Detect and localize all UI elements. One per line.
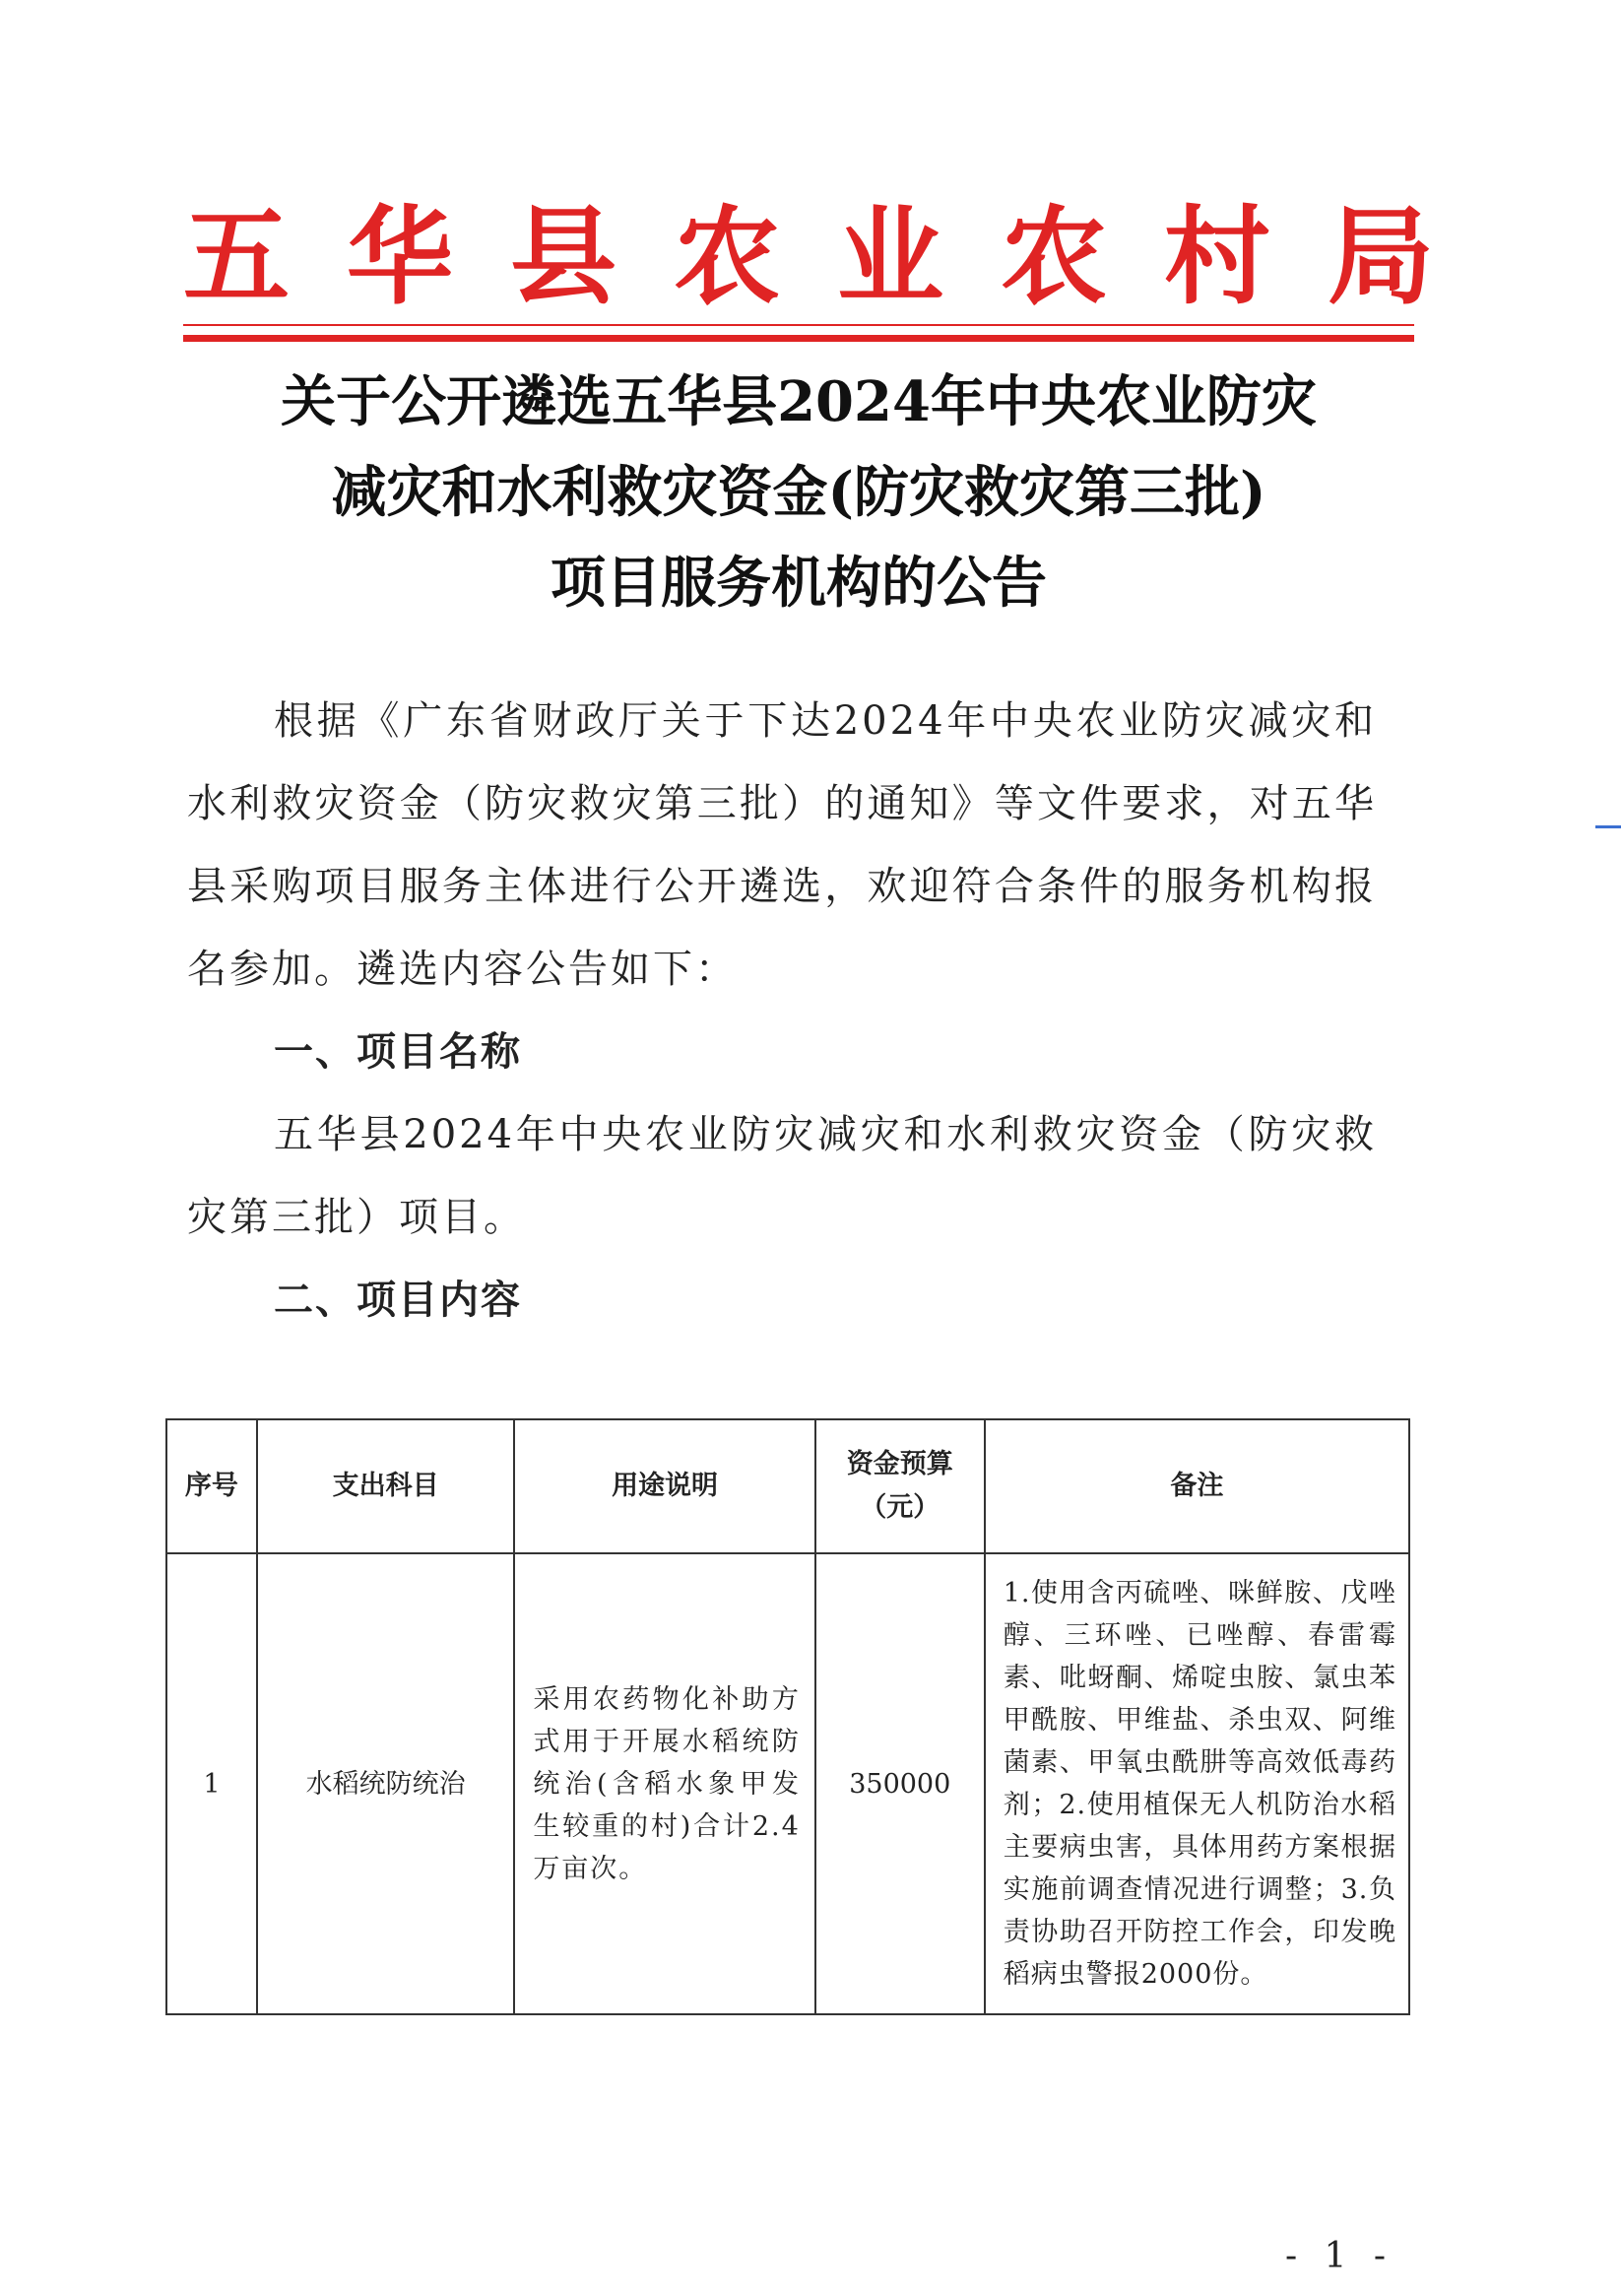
scan-edge-mark — [1595, 825, 1621, 828]
header-budget: 资金预算（元） — [815, 1419, 985, 1553]
notice-title-line-2: 减灾和水利救灾资金(防灾救灾第三批) — [331, 460, 1266, 525]
table-header-row — [166, 1419, 1409, 1553]
notice-body — [187, 680, 1377, 1342]
notice-title-line-3: 项目服务机构的公告 — [551, 551, 1047, 616]
notice-title-line-1: 关于公开遴选五华县2024年中央农业防灾 — [281, 369, 1317, 434]
header-index: 序号 — [166, 1419, 257, 1553]
page-number: - 1 - — [1284, 2236, 1394, 2276]
cell-index: 1 — [166, 1553, 257, 2014]
header-remark: 备注 — [985, 1419, 1409, 1553]
project-content-table — [165, 1418, 1410, 2015]
header-purpose: 用途说明 — [514, 1419, 815, 1553]
section-1-heading: 一、项目名称 — [274, 1029, 522, 1075]
cell-purpose: 采用农药物化补助方式用于开展水稻统防统治(含稻水象甲发生较重的村)合计2.4万亩次。 — [514, 1553, 815, 2014]
intro-paragraph: 根据《广东省财政厅关于下达2024年中央农业防灾减灾和水利救灾资金（防灾救灾第三批）的通知》等文件要求，对五华县采购项目服务主体进行公开遴选，欢迎符合条件的服务机构报名参加。遴选内容公告如下： — [187, 698, 1377, 992]
notice-title — [183, 357, 1414, 628]
cell-remark: 1.使用含丙硫唑、咪鲜胺、戊唑醇、三环唑、已唑醇、春雷霉素、吡蚜酮、烯啶虫胺、氯虫苯甲酰胺、甲维盐、杀虫双、阿维菌素、甲氧虫酰肼等高效低毒药剂；2.使用植保无人机防治水稻主要病虫害，具体用药方案根据实施前调查情况进行调整；3.负责协助召开防控工作会，印发晚稻病虫警报2000份。 — [985, 1553, 1409, 2014]
cell-subject: 水稻统防统治 — [257, 1553, 514, 2014]
letterhead-org-name: 五华县农业农村局 — [183, 195, 1492, 319]
letterhead-thin-rule — [183, 324, 1414, 326]
header-subject: 支出科目 — [257, 1419, 514, 1553]
table-row — [166, 1553, 1409, 2014]
cell-budget: 350000 — [815, 1553, 985, 2014]
letterhead-thick-rule — [183, 335, 1414, 342]
section-2-heading: 二、项目内容 — [274, 1278, 522, 1323]
section-1-text: 五华县2024年中央农业防灾减灾和水利救灾资金（防灾救灾第三批）项目。 — [187, 1112, 1377, 1240]
